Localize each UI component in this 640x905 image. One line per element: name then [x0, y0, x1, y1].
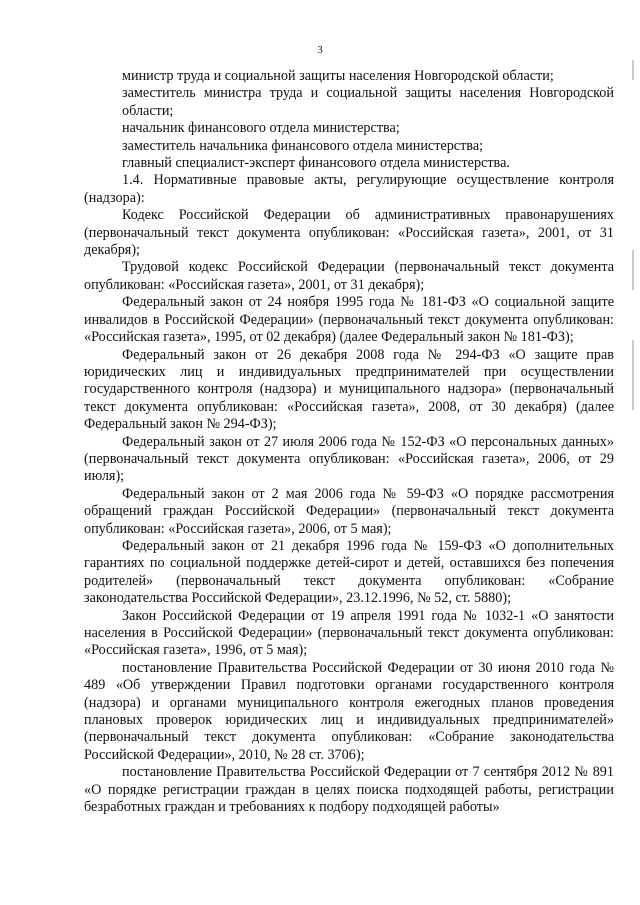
paragraph-finance-head: начальник финансового отдела министерства;	[122, 120, 400, 137]
paragraph-labor-code: Трудовой кодекс Российской Федерации (первоначальный текст документа опубликован: «Российская газета», 2001, от 31 декабря);	[84, 259, 614, 293]
paragraph-koap: Кодекс Российской Федерации об административных правонарушениях (первоначальный текст документа опубликован: «Российская газета», 2001, от 31 декабря);	[84, 207, 614, 259]
paragraph-minister: министр труда и социальной защиты населения Новгородской области;	[122, 68, 554, 84]
paragraph-law-59: Федеральный закон от 2 мая 2006 года № 59-ФЗ «О порядке рассмотрения обращений граждан Российской Федерации» (первоначальный текст документа опубликован: «Российская газета», 2006, от 5 мая);	[84, 485, 614, 537]
scan-edge-mark	[632, 340, 634, 410]
paragraph-decree-891: постановление Правительства Российской Федерации от 7 сентября 2012 № 891 «О порядке регистрации граждан в целях поиска подходящей работы, регистрации безработных граждан и требованиях к подбору подходящей работы»	[84, 764, 614, 816]
paragraph-law-181: Федеральный закон от 24 ноября 1995 года № 181-ФЗ «О социальной защите инвалидов в Российской Федерации» (первоначальный текст документа опубликован: «Российская газета», 1995, от 02 декабря) (далее Федеральный закон № 181-ФЗ);	[84, 294, 614, 346]
paragraph-law-1032: Закон Российской Федерации от 19 апреля 1991 года № 1032-1 «О занятости населения в Российской Федерации» (первоначальный текст документа опубликован: «Российская газета», 1996, от 5 мая);	[84, 607, 614, 659]
scan-edge-mark	[632, 250, 634, 290]
paragraph-decree-489: постановление Правительства Российской Федерации от 30 июня 2010 года № 489 «Об утверждении Правил подготовки органами государственного контроля (надзора) и органами муниципального контроля ежегодных планов проведения плановых проверок юридических лиц и индивидуальных предпринимателей» (первоначальный текст документа опубликован: «Собрание законодательства Российской Федерации», 2010, № 28 ст. 3706);	[84, 659, 614, 763]
paragraph-section-1-4: 1.4. Нормативные правовые акты, регулирующие осуществление контроля (надзора):	[84, 172, 614, 206]
document-body	[84, 68, 614, 816]
paragraph-law-159: Федеральный закон от 21 декабря 1996 года № 159-ФЗ «О дополнительных гарантиях по социальной поддержке детей-сирот и детей, оставшихся без попечения родителей» (первоначальный текст документа опубликован: «Собрание законодательства Российской Федерации», 23.12.1996, № 52, ст. 5880);	[84, 537, 614, 607]
scan-edge-mark	[632, 60, 634, 80]
paragraph-law-152: Федеральный закон от 27 июля 2006 года № 152-ФЗ «О персональных данных» (первоначальный текст документа опубликован: «Российская газета», 2006, от 29 июля);	[84, 433, 614, 485]
page-number: 3	[317, 44, 323, 56]
paragraph-finance-deputy: заместитель начальника финансового отдела министерства;	[122, 137, 484, 154]
paragraph-chief-specialist: главный специалист-эксперт финансового отдела министерства.	[122, 155, 510, 172]
paragraph-law-294: Федеральный закон от 26 декабря 2008 года № 294-ФЗ «О защите прав юридических лиц и индивидуальных предпринимателей при осуществлении государственного контроля (надзора) и муниципального надзора» (первоначальный текст документа опубликован: «Российская газета», 2008, от 30 декабря) (далее Федеральный закон № 294-ФЗ);	[84, 346, 614, 433]
paragraph-deputy-minister: заместитель министра труда и социальной защиты населения Новгородской области;	[122, 85, 614, 119]
